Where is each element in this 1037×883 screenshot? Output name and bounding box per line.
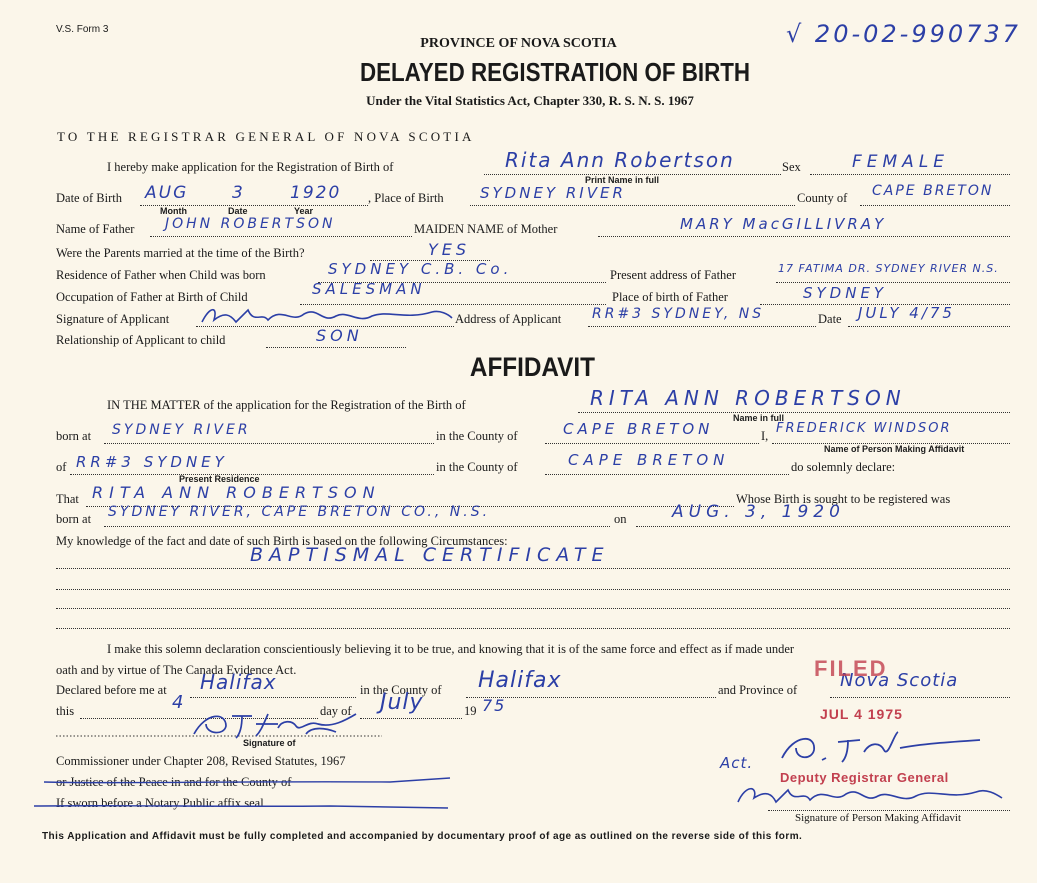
that-label: That: [56, 492, 79, 506]
knowledge-label: My knowledge of the fact and date of such Birth is based on the following Circumstances:: [56, 534, 508, 548]
signature-of-hint: Signature of: [243, 738, 296, 748]
circumstances-line-4: [56, 628, 1010, 629]
born-at-value: SYDNEY RIVER: [112, 422, 251, 438]
date-value: JULY 4/75: [858, 304, 955, 322]
that-name-value: RITA ANN ROBERTSON: [92, 483, 381, 502]
father-name-value: JOHN ROBERTSON: [165, 216, 336, 232]
deputy-signature: [760, 728, 990, 768]
occupation-label: Occupation of Father at Birth of Child: [56, 290, 248, 304]
county-line: [860, 205, 1010, 206]
born-at-label: born at: [56, 429, 92, 443]
father-birthplace-label: Place of birth of Father: [612, 290, 728, 304]
whose-birth-label: Whose Birth is sought to be registered was: [736, 492, 951, 506]
date-label: Date: [818, 312, 842, 326]
mother-line: [598, 236, 1010, 237]
sig-affiant-hint: Signature of Person Making Affidavit: [795, 812, 961, 824]
dob-month-value: AUG: [145, 183, 189, 203]
dob-label: Date of Birth: [56, 191, 122, 205]
notary-line: If sworn before a Notary Public affix seal.: [56, 796, 267, 810]
affidavit-title: AFFIDAVIT: [469, 352, 595, 382]
commissioner-line: Commissioner under Chapter 208, Revised Statutes, 1967: [56, 754, 346, 768]
sig-applicant-label: Signature of Applicant: [56, 312, 170, 326]
address-applicant-line: [588, 326, 816, 327]
this-label: this: [56, 704, 75, 718]
month-hint: Month: [160, 206, 187, 216]
justice-line: or Justice of the Peace in and for the County of: [56, 775, 292, 789]
form-number: V.S. Form 3: [56, 24, 109, 35]
date-line: [848, 326, 1010, 327]
affiant-name-value: FREDERICK WINDSOR: [776, 421, 952, 436]
father-label: Name of Father: [56, 222, 135, 236]
relationship-label: Relationship of Applicant to child: [56, 333, 226, 347]
solemn-line-1: I make this solemn declaration conscientiously believing it to be true, and knowing that it is of the same force and effect as if made under: [107, 642, 795, 656]
month-value: July: [380, 690, 424, 715]
date-hint: Date: [228, 206, 248, 216]
this-day-value: 4: [172, 692, 186, 713]
father-line: [150, 236, 412, 237]
matter-name-value: RITA ANN ROBERTSON: [590, 386, 906, 410]
solemn-line-2: oath and by virtue of The Canada Evidence Act.: [56, 663, 297, 677]
matter-label: IN THE MATTER of the application for the Registration of the Birth of: [107, 398, 466, 412]
year-value: 75: [482, 696, 507, 715]
affiant-residence-value: RR#3 SYDNEY: [76, 453, 228, 471]
filed-date-stamp: JUL 4 1975: [820, 706, 903, 722]
county-value: CAPE BRETON: [872, 183, 994, 199]
matter-line: [578, 412, 1010, 413]
residence-label: Residence of Father when Child was born: [56, 268, 266, 282]
county2-value: CAPE BRETON: [568, 451, 730, 469]
dob-day-value: 3: [232, 183, 245, 203]
day-of-label: day of: [320, 704, 352, 718]
in-county-label-2: in the County of: [436, 460, 518, 474]
dob-year-value: 1920: [290, 183, 342, 203]
on-date-line: [636, 526, 1010, 527]
married-value: YES: [428, 240, 471, 259]
declare-label: do solemnly declare:: [791, 460, 896, 474]
on-date-value: AUG. 3, 1920: [672, 502, 845, 522]
county1-value: CAPE BRETON: [563, 420, 714, 438]
province-heading: PROVINCE OF NOVA SCOTIA: [420, 36, 617, 51]
footer-note: This Application and Affidavit must be fully completed and accompanied by documentary proof of age as outlined on the reverse side of this form.: [42, 831, 803, 842]
of-label: of: [56, 460, 67, 474]
commissioner-signature: [56, 706, 386, 742]
sex-line: [810, 174, 1010, 175]
present-address-label: Present address of Father: [610, 268, 737, 282]
circumstances-line-2: [56, 589, 1010, 590]
on-label: on: [614, 512, 627, 526]
sex-label: Sex: [782, 160, 801, 174]
mother-name-value: MARY MacGILLIVRAY: [680, 215, 887, 233]
name-in-full-hint: Name in full: [733, 413, 785, 423]
declared-label: Declared before me at: [56, 683, 167, 697]
sex-value: FEMALE: [852, 152, 950, 172]
county-label: County of: [797, 191, 848, 205]
registrar-address: TO THE REGISTRAR GENERAL OF NOVA SCOTIA: [57, 129, 475, 144]
mother-label: MAIDEN NAME of Mother: [414, 222, 558, 236]
affiant-signature-line: [768, 810, 1010, 811]
apply-label: I hereby make application for the Registration of Birth of: [107, 160, 394, 174]
present-address-value: 17 FATIMA DR. SYDNEY RIVER N.S.: [778, 262, 999, 275]
in-county-label-1: in the County of: [436, 429, 518, 443]
address-applicant-value: RR#3 SYDNEY, NS: [592, 306, 765, 322]
county1-line: [545, 443, 759, 444]
married-label: Were the Parents married at the time of the Birth?: [56, 246, 305, 260]
file-number: √ 20-02-990737: [786, 20, 1021, 48]
declared-at-line: [190, 697, 356, 698]
born-at-label-2: born at: [56, 512, 92, 526]
county2-line: [545, 474, 789, 475]
place-birth-value: SYDNEY RIVER: [480, 184, 626, 202]
page-title: DELAYED REGISTRATION OF BIRTH: [359, 57, 751, 87]
affiant-signature: [730, 778, 1010, 812]
born-at-line: [104, 443, 434, 444]
present-address-line: [776, 282, 1010, 283]
in-county-label-3: in the County of: [360, 683, 442, 697]
present-residence-hint: Present Residence: [179, 474, 260, 484]
page-subtitle: Under the Vital Statistics Act, Chapter 330, R. S. N. S. 1967: [366, 93, 694, 108]
circumstances-line-3: [56, 608, 1010, 609]
act-mark: Act.: [720, 754, 754, 772]
address-applicant-label: Address of Applicant: [455, 312, 562, 326]
circumstances-line-1: [56, 568, 1010, 569]
born-at2-line: [104, 526, 610, 527]
province-label: and Province of: [718, 683, 798, 697]
born-at2-value: SYDNEY RIVER, CAPE BRETON CO., N.S.: [108, 504, 491, 520]
filed-stamp: FILED: [814, 656, 888, 681]
place-birth-label: , Place of Birth: [368, 191, 444, 205]
occupation-value: SALESMAN: [312, 280, 426, 298]
year-prefix: 19: [464, 704, 477, 718]
strike-through-marks: [30, 772, 470, 816]
i-label: I,: [761, 429, 769, 443]
year-hint: Year: [294, 206, 314, 216]
print-name-hint: Print Name in full: [585, 175, 660, 185]
declared-county-value: Halifax: [478, 668, 562, 693]
child-name-value: Rita Ann Robertson: [505, 148, 735, 172]
residence-value: SYDNEY C.B. Co.: [328, 260, 513, 278]
declared-at-value: Halifax: [200, 670, 277, 694]
relationship-line: [266, 347, 406, 348]
father-birthplace-value: SYDNEY: [803, 284, 888, 302]
relationship-value: SON: [316, 326, 363, 345]
affiant-hint: Name of Person Making Affidavit: [824, 444, 965, 454]
circumstances-value: BAPTISMAL CERTIFICATE: [250, 544, 610, 566]
place-birth-line: [470, 205, 795, 206]
province-value: Nova Scotia: [840, 670, 959, 691]
deputy-registrar-stamp: Deputy Registrar General: [780, 770, 949, 785]
province-line: [830, 697, 1010, 698]
